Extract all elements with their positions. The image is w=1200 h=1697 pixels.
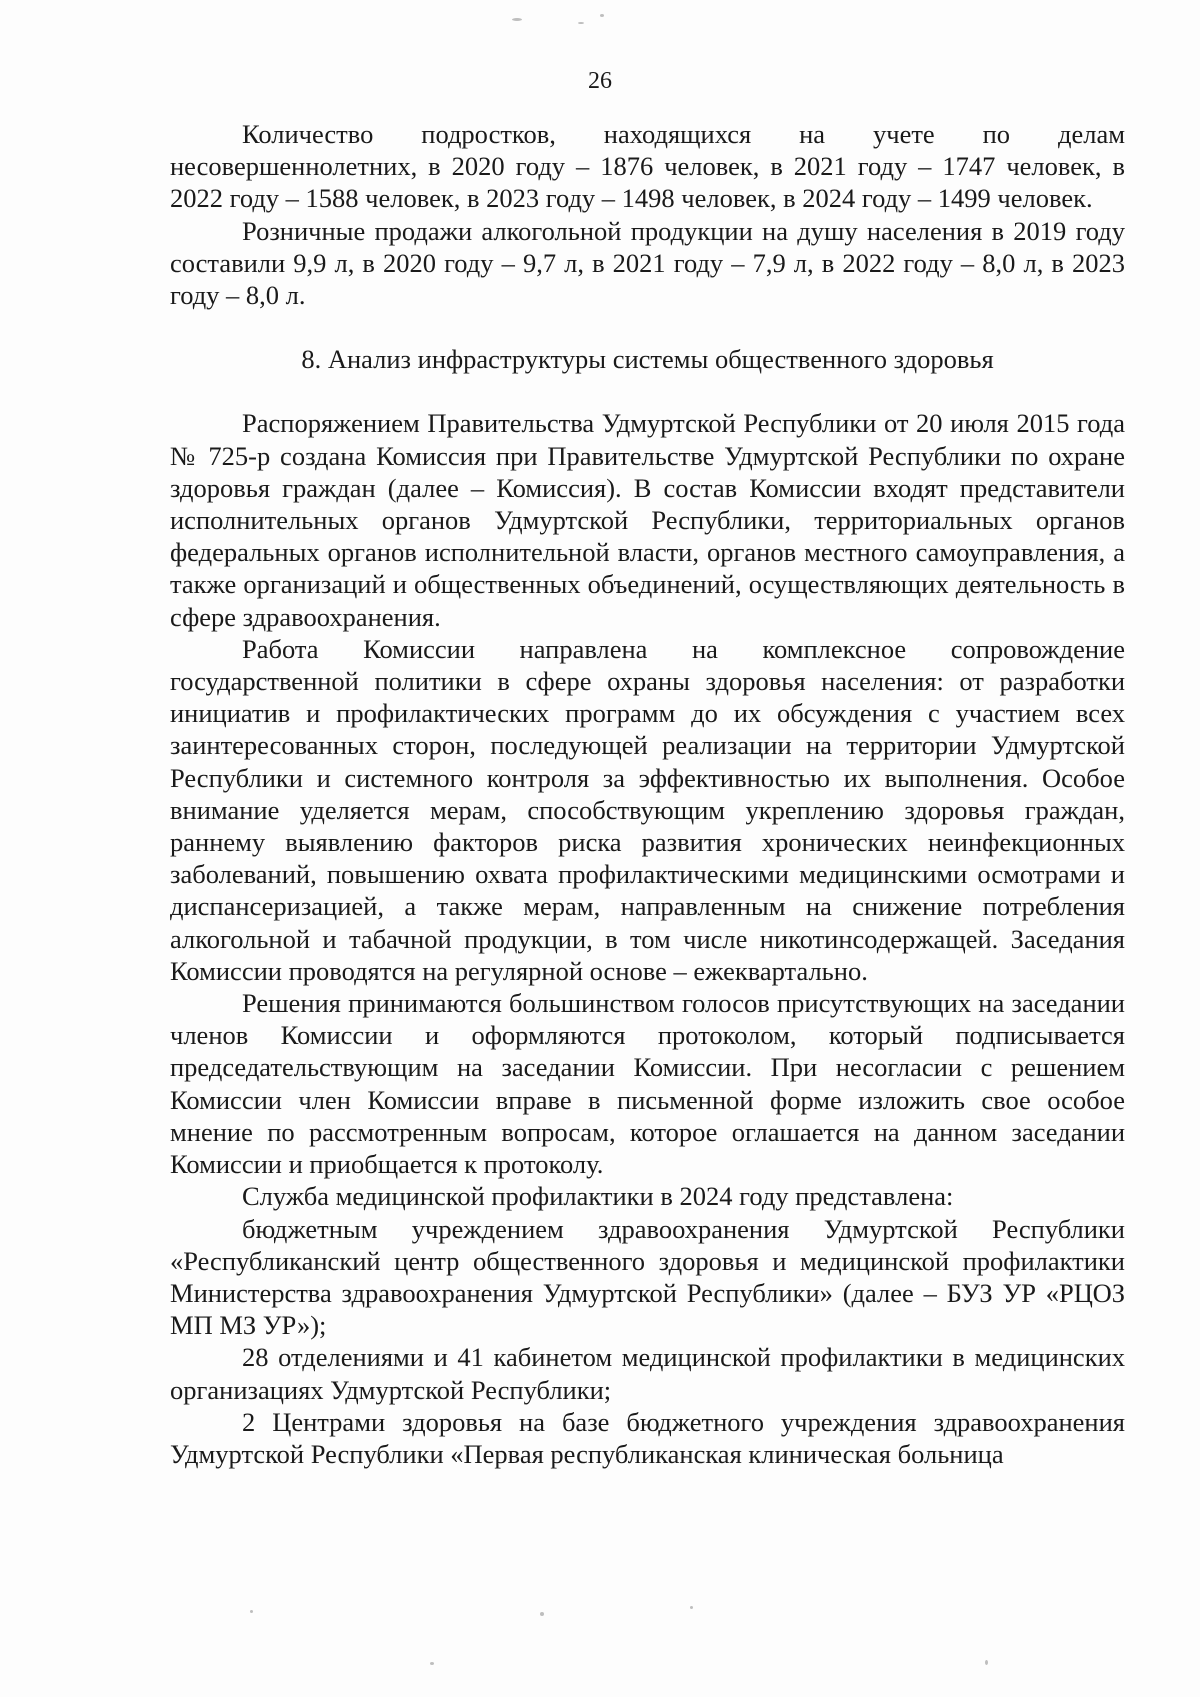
paragraph-commission-work: Работа Комиссии направлена на комплексное сопровождение государственной политики в сфере охраны здоровья населения: от разработки инициатив и профилактических программ до их обсуждения с участием всех заинтересованных сторон, последующей реализации на территории Удмуртской Республики и системного контроля за эффективностью их выполнения. Особое внимание уделяется мерам, способствующим укреплению здоровья граждан, раннему выявлению факторов риска развития хронических неинфекционных заболеваний, повышению охвата профилактическими медицинскими осмотрами и диспансеризацией, а также мерам, направленным на снижение потребления алкогольной и табачной продукции, в том числе никотинсодержащей. Заседания Комиссии проводятся на регулярной основе – ежеквартально.: [170, 633, 1125, 986]
page-number: 26: [588, 68, 612, 94]
scan-speck: [600, 14, 604, 17]
list-item-health-centers: 2 Центрами здоровья на базе бюджетного учреждения здравоохранения Удмуртской Республики «Первая республиканская клиническая больница: [170, 1406, 1125, 1469]
scan-speck: [512, 18, 522, 21]
section-heading: 8. Анализ инфраструктуры системы общественного здоровья: [301, 344, 994, 375]
paragraph-commission-created: Распоряжением Правительства Удмуртской Республики от 20 июля 2015 года № 725-р создана Комиссия при Правительстве Удмуртской Республики по охране здоровья граждан (далее – Комиссия). В состав Комиссии входят представители исполнительных органов Удмуртской Республики, территориальных органов федеральных органов исполнительной власти, органов местного самоуправления, а также организаций и общественных объединений, осуществляющих деятельность в сфере здравоохранения.: [170, 408, 1125, 632]
scan-speck: [250, 1610, 253, 1613]
scan-speck: [540, 1612, 544, 1616]
paragraph-decisions: Решения принимаются большинством голосов присутствующих на заседании членов Комиссии и оформляются протоколом, который подписывается председательствующим на заседании Комиссии. При несогласии с решением Комиссии член Комиссии вправе в письменной форме изложить свое особое мнение по рассмотренным вопросам, которое оглашается на данном заседании Комиссии и приобщается к протоколу.: [170, 988, 1125, 1180]
paragraph-service-intro: Служба медицинской профилактики в 2024 году представлена:: [242, 1181, 954, 1212]
scan-speck: [578, 22, 584, 24]
list-item-budget-institution: бюджетным учреждением здравоохранения Удмуртской Республики «Республиканский центр общественного здоровья и медицинской профилактики Министерства здравоохранения Удмуртской Республики» (далее – БУЗ УР «РЦОЗ МП МЗ УР»);: [170, 1213, 1125, 1341]
paragraph-alcohol-sales: Розничные продажи алкогольной продукции на душу населения в 2019 году составили 9,9 л, в 2020 году – 9,7 л, в 2021 году – 7,9 л, в 2022 году – 8,0 л, в 2023 году – 8,0 л.: [170, 215, 1125, 311]
scan-speck: [985, 1660, 988, 1665]
scan-speck: [690, 1606, 693, 1609]
scan-speck: [430, 1662, 434, 1665]
document-body: [170, 118, 1125, 1470]
list-item-departments: 28 отделениями и 41 кабинетом медицинской профилактики в медицинских организациях Удмуртской Республики;: [170, 1342, 1125, 1405]
paragraph-teen-registry: Количество подростков, находящихся на учете по делам несовершеннолетних, в 2020 году – 1876 человек, в 2021 году – 1747 человек, в 2022 году – 1588 человек, в 2023 году – 1498 человек, в 2024 году – 1499 человек.: [170, 119, 1125, 214]
